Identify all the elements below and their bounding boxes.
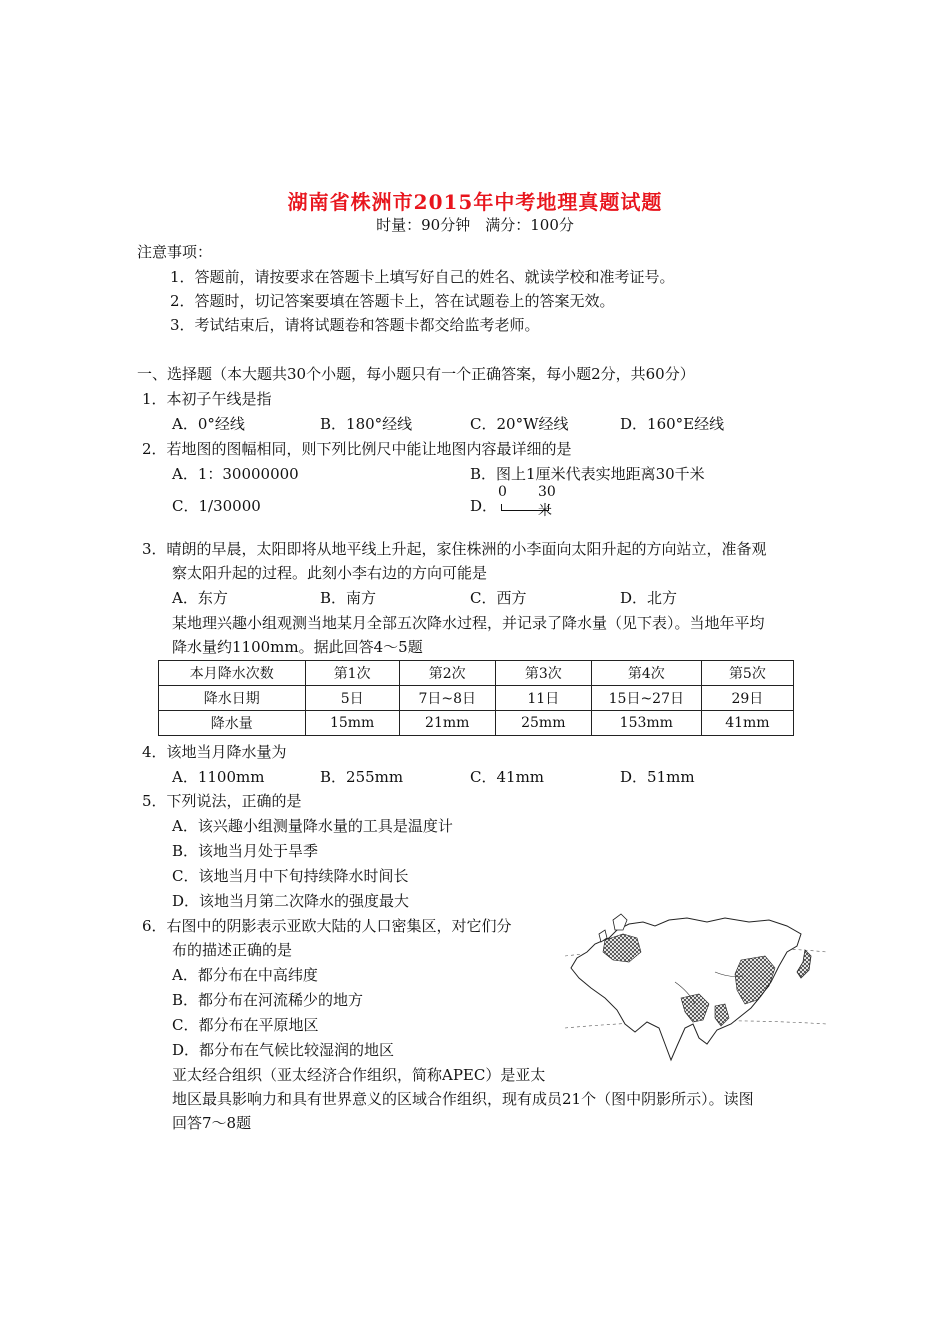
table-cell: 5日 [305,686,399,711]
q4-option-b: B．255mm [320,768,404,786]
table-cell: 降水日期 [159,686,306,711]
table-cell: 41mm [701,711,793,736]
table-cell: 153mm [591,711,701,736]
q4-option-a: A．1100mm [172,768,265,786]
table-cell: 11日 [495,686,591,711]
table-row [159,711,794,736]
q1-option-b: B．180°经线 [320,415,413,433]
table-header-row [159,661,794,686]
q1-option-c: C．20°W经线 [470,415,569,433]
q6-option-b: B．都分布在河流稀少的地方 [172,991,364,1009]
q5-option-c: C．该地当月中下旬持续降水时间长 [172,867,409,885]
scale-bar [498,484,556,519]
intro-4-5: 某地理兴趣小组观测当地某月全部五次降水过程，并记录了降水量（见下表）。当地年平均 [172,614,765,632]
scale-bar-line [501,504,549,511]
question-6-stem: 6．右图中的阴影表示亚欧大陆的人口密集区，对它们分 [142,917,512,935]
intro-7-8-cont: 地区最具影响力和具有世界意义的区域合作组织，现有成员21个（图中阴影所示）。读图 [172,1090,754,1108]
table-cell: 15日~27日 [591,686,701,711]
notice-item: 1．答题前，请按要求在答题卡上填写好自己的姓名、就读学校和准考证号。 [170,268,675,286]
eurasia-population-map [565,912,827,1064]
table-row [159,686,794,711]
question-4-stem: 4．该地当月降水量为 [142,743,287,761]
q2-option-d: D． [470,497,498,515]
scale-label-start: 0 [498,484,507,500]
q6-option-a: A．都分布在中高纬度 [172,966,318,984]
page-title: 湖南省株洲市2015年中考地理真题试题 [287,190,663,214]
q5-option-a: A．该兴趣小组测量降水量的工具是温度计 [172,817,453,835]
table-header-cell: 第4次 [591,661,701,686]
q6-option-d: D．都分布在气候比较湿润的地区 [172,1041,395,1059]
table-header-cell: 第3次 [495,661,591,686]
q1-option-d: D．160°E经线 [620,415,725,433]
japan-shaded [797,950,811,978]
q4-option-d: D．51mm [620,768,695,786]
east-asia-dense-area [735,956,775,1004]
intro-7-8-cont: 回答7～8题 [172,1114,252,1132]
q1-option-a: A．0°经线 [172,415,245,433]
q3-option-c: C．西方 [470,589,527,607]
question-2-stem: 2．若地图的图幅相同，则下列比例尺中能让地图内容最详细的是 [142,440,572,458]
question-1-stem: 1．本初子午线是指 [142,390,272,408]
table-cell: 21mm [399,711,495,736]
rainfall-table [158,660,794,736]
notice-heading: 注意事项： [137,243,213,261]
exam-duration-score: 时量：90分钟 满分：100分 [376,216,574,234]
table-cell: 29日 [701,686,793,711]
intro-7-8: 亚太经合组织（亚太经济合作组织，简称APEC）是亚太 [172,1066,546,1084]
section-heading: 一、选择题（本大题共30个小题，每小题只有一个正确答案，每小题2分，共60分） [137,365,695,383]
notice-item: 2．答题时，切记答案要填在答题卡上，答在试题卷上的答案无效。 [170,292,615,310]
question-5-stem: 5．下列说法，正确的是 [142,792,302,810]
q3-option-a: A．东方 [172,589,228,607]
table-header-cell: 第2次 [399,661,495,686]
table-cell: 15mm [305,711,399,736]
scale-label-end: 30米 [538,484,556,519]
q5-option-b: B．该地当月处于旱季 [172,842,319,860]
question-6-stem-cont: 布的描述正确的是 [172,941,293,959]
q2-option-c: C．1/30000 [172,497,261,515]
q3-option-b: B．南方 [320,589,377,607]
table-cell: 7日~8日 [399,686,495,711]
table-header-cell: 本月降水次数 [159,661,306,686]
q4-option-c: C．41mm [470,768,545,786]
question-3-stem: 3．晴朗的早晨，太阳即将从地平线上升起，家住株洲的小李面向太阳升起的方向站立，准备观 [142,540,767,558]
q2-option-a: A．1：30000000 [172,465,299,483]
table-header-cell: 第1次 [305,661,399,686]
q3-option-d: D．北方 [620,589,678,607]
question-3-stem-cont: 察太阳升起的过程。此刻小李右边的方向可能是 [172,564,488,582]
table-header-cell: 第5次 [701,661,793,686]
q5-option-d: D．该地当月第二次降水的强度最大 [172,892,410,910]
notice-item: 3．考试结束后，请将试题卷和答题卡都交给监考老师。 [170,316,540,334]
q6-option-c: C．都分布在平原地区 [172,1016,319,1034]
table-cell: 25mm [495,711,591,736]
intro-4-5-cont: 降水量约1100mm。据此回答4～5题 [172,638,423,656]
table-cell: 降水量 [159,711,306,736]
q2-option-b: B．图上1厘米代表实地距离30千米 [470,465,705,483]
